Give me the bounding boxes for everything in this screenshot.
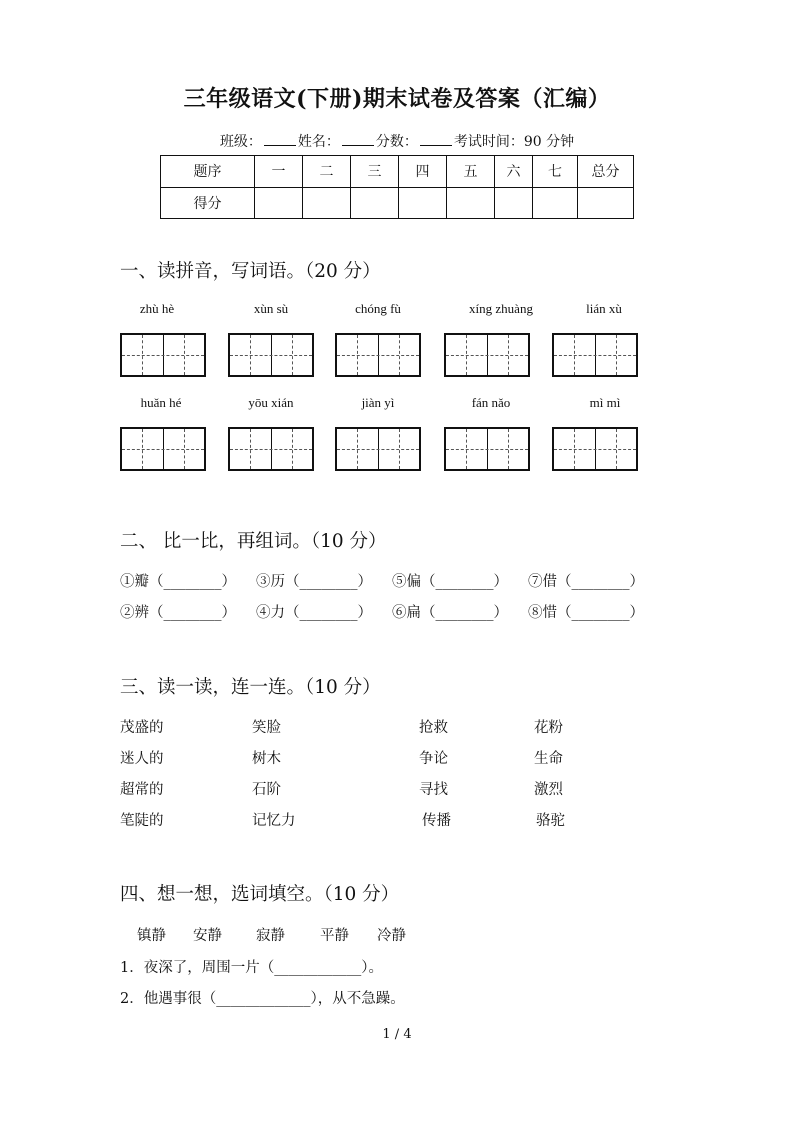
score-cell[interactable] [533,187,578,219]
compare-item[interactable]: ⑥扁（________） [392,605,508,621]
class-blank[interactable] [264,131,296,146]
score-cell[interactable] [495,187,533,219]
compare-item[interactable]: ②辨（________） [120,605,236,621]
match-word[interactable]: 笔陡的 [120,813,164,829]
header-cell: 总分 [578,156,634,188]
header-cell: 六 [495,156,533,188]
score-table-header-row [161,156,634,188]
score-table-score-row [161,187,634,219]
pinyin-label: huǎn hé [140,395,182,410]
fill-question[interactable]: 2．他遇事很（_____________），从不急躁。 [120,991,405,1007]
tianzige-box[interactable] [335,333,421,377]
tianzige-box[interactable] [552,427,638,471]
match-word[interactable]: 争论 [419,751,448,767]
score-cell[interactable] [447,187,495,219]
tianzige-box[interactable] [552,333,638,377]
fill-question[interactable]: 1．夜深了，周围一片（____________）。 [120,960,383,976]
header-cell: 三 [351,156,399,188]
match-word[interactable]: 花粉 [534,720,563,736]
compare-item[interactable]: ⑦借（________） [528,574,644,590]
match-word[interactable]: 茂盛的 [120,720,164,736]
tianzige-box[interactable] [335,427,421,471]
tianzige-box[interactable] [120,427,206,471]
compare-item[interactable]: ①瓣（________） [120,574,236,590]
match-word[interactable]: 树木 [252,751,281,767]
pinyin-label: yōu xián [248,395,294,410]
tianzige-box[interactable] [228,427,314,471]
word-choice: 镇静 [137,928,166,944]
match-word[interactable]: 寻找 [419,782,448,798]
class-label: 班级： [219,134,262,150]
word-choice: 寂静 [256,928,285,944]
match-word[interactable]: 迷人的 [120,751,164,767]
header-cell: 题序 [161,156,255,188]
tianzige-box[interactable] [444,333,530,377]
word-choice: 平静 [320,928,349,944]
student-info-line [0,131,794,151]
match-word[interactable]: 超常的 [120,782,164,798]
score-label: 分数： [375,134,418,150]
pinyin-label: mì mì [589,395,621,410]
match-word[interactable]: 记忆力 [252,813,296,829]
score-table [160,155,634,219]
section1-heading: 一、读拼音，写词语。（20 分） [120,261,381,282]
pinyin-label: chóng fù [355,301,401,316]
section4-heading: 四、想一想，选词填空。（10 分） [120,884,400,905]
compare-item[interactable]: ⑧惜（________） [528,605,644,621]
pinyin-label: fán nǎo [471,395,511,410]
compare-item[interactable]: ③历（________） [256,574,372,590]
match-word[interactable]: 生命 [534,751,563,767]
tianzige-box[interactable] [228,333,314,377]
match-word[interactable]: 激烈 [534,782,563,798]
header-cell: 四 [399,156,447,188]
pinyin-label: zhù hè [139,301,175,316]
pinyin-label: jiàn yì [361,395,395,410]
name-blank[interactable] [342,131,374,146]
word-choice: 安静 [193,928,222,944]
score-cell[interactable] [351,187,399,219]
score-blank[interactable] [420,131,452,146]
page-title: 三年级语文(下册)期末试卷及答案（汇编） [183,86,611,112]
score-cell[interactable] [303,187,351,219]
name-label: 姓名： [297,134,340,150]
section3-heading: 三、读一读，连一连。（10 分） [120,677,381,698]
match-word[interactable]: 骆驼 [536,813,565,829]
pinyin-label: lián xù [586,301,622,316]
match-word[interactable]: 笑脸 [252,720,281,736]
pinyin-label: xíng zhuàng [469,301,533,316]
header-cell: 七 [533,156,578,188]
score-cell[interactable] [578,187,634,219]
tianzige-box[interactable] [120,333,206,377]
compare-item[interactable]: ⑤偏（________） [392,574,508,590]
match-word[interactable]: 石阶 [252,782,281,798]
word-choice: 冷静 [377,928,406,944]
page-number: 1 / 4 [382,1027,412,1042]
time-label: 考试时间：90 分钟 [453,134,575,150]
header-cell: 二 [303,156,351,188]
tianzige-box[interactable] [444,427,530,471]
compare-item[interactable]: ④力（________） [256,605,372,621]
header-cell: 一 [255,156,303,188]
score-cell[interactable] [255,187,303,219]
section2-heading: 二、 比一比，再组词。（10 分） [120,531,387,552]
header-cell: 五 [447,156,495,188]
match-word[interactable]: 传播 [422,813,451,829]
row-label-cell: 得分 [161,187,255,219]
match-word[interactable]: 抢救 [419,720,448,736]
pinyin-label: xùn sù [253,301,289,316]
score-cell[interactable] [399,187,447,219]
